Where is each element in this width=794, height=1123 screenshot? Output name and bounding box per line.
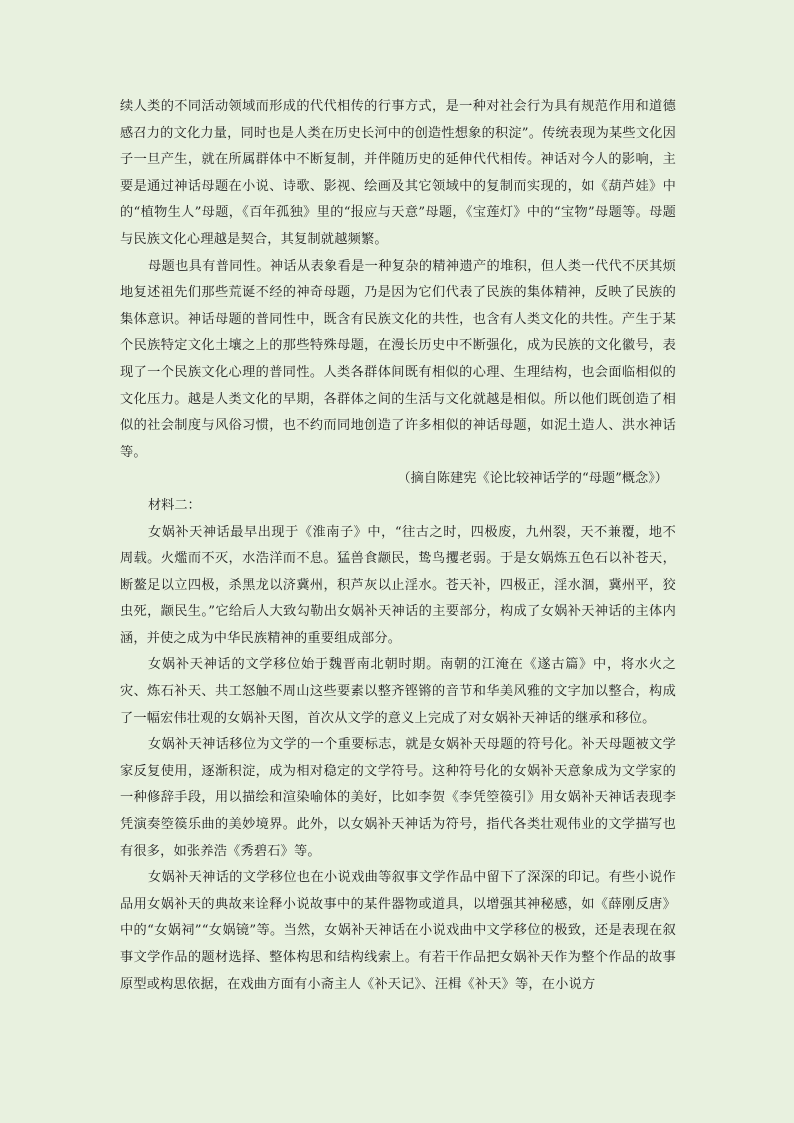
material-two-heading: 材料二： [148, 497, 201, 513]
paragraph-literary-shift: 女娲补天神话的文学移位始于魏晋南北朝时期。南朝的江淹在《遂古篇》中，将水火之灾、炼石补天、共工怒触不周山这些要素以整齐铿锵的音节和华美风雅的文字加以整合，构成了一幅宏伟壮观的女娲补天图，首次从文学的意义上完成了对女娲补天神话的继承和移位。 [120, 657, 676, 726]
paragraph-continuation: 续人类的不同活动领域而形成的代代相传的行事方式，是一种对社会行为具有规范作用和道德感召力的文化力量，同时也是人类在历史长河中的创造性想象的积淀”。传统表现为某些文化因子一旦产生，就在所属群体中不断复制，并伴随历史的延伸代代相传。神话对今人的影响，主要是通过神话母题在小说、诗歌、影视、绘画及其它领域中的复制而实现的，如《葫芦娃》中的“植物生人”母题，《百年孤独》里的“报应与天意”母题，《宝莲灯》中的“宝物”母题等。母题与民族文化心理越是契合，其复制就越频繁。 [120, 99, 676, 247]
paragraph-symbolization: 女娲补天神话移位为文学的一个重要标志，就是女娲补天母题的符号化。补天母题被文学家反复使用，逐渐积淀，成为相对稳定的文学符号。这种符号化的女娲补天意象成为文学家的一种修辞手段，用以描绘和渲染喻体的美好，比如李贺《李凭箜篌引》用女娲补天神话表现李凭演奏箜篌乐曲的美妙境界。此外，以女娲补天神话为符号，指代各类壮观伟业的文学描写也有很多，如张养浩《秀碧石》等。 [120, 737, 676, 859]
document-body [120, 94, 676, 998]
source-citation: （摘自陈建宪《论比较神话学的“母题”概念》） [397, 471, 668, 487]
paragraph-motif-universality: 母题也具有普同性。神话从表象看是一种复杂的精神遗产的堆积，但人类一代代不厌其烦地复述祖先们那些荒诞不经的神奇母题，乃是因为它们代表了民族的集体精神，反映了民族的集体意识。神话母题的普同性中，既含有民族文化的共性，也含有人类文化的共性。产生于某个民族特定文化土壤之上的那些特殊母题，在漫长历史中不断强化，成为民族的文化徽号，表现了一个民族文化心理的普同性。人类各群体间既有相似的心理、生理结构，也会面临相似的文化压力。越是人类文化的早期，各群体之间的生活与文化就越是相似。所以他们既创造了相似的社会制度与风俗习惯，也不约而同地创造了许多相似的神话母题，如泥土造人、洪水神话等。 [120, 258, 676, 460]
paragraph-nuwa-origin: 女娲补天神话最早出现于《淮南子》中，“往古之时，四极废，九州裂，天不兼覆，地不周载。火爁而不灭，水浩洋而不息。猛兽食颛民，鸷鸟攫老弱。于是女娲炼五色石以补苍天，断鳌足以立四极，杀黑龙以济冀州，积芦灰以止淫水。苍天补，四极正，淫水涸，冀州平，狡虫死，颛民生。”它给后人大致勾勒出女娲补天神话的主要部分，构成了女娲补天神话的主体内涵，并使之成为中华民族精神的重要组成部分。 [120, 524, 676, 646]
paragraph-narrative-works: 女娲补天神话的文学移位也在小说戏曲等叙事文学作品中留下了深深的印记。有些小说作品用女娲补天的典故来诠释小说故事中的某件器物或道具，以增强其神秘感，如《薛刚反唐》中的“女娲祠”“女娲镜”等。当然，女娲补天神话在小说戏曲中文学移位的极致，还是表现在叙事文学作品的题材选择、整体构思和结构线索上。有若干作品把女娲补天作为整个作品的故事原型或构思依据，在戏曲方面有小斋主人《补天记》、汪楫《补天》等，在小说方 [120, 870, 676, 992]
